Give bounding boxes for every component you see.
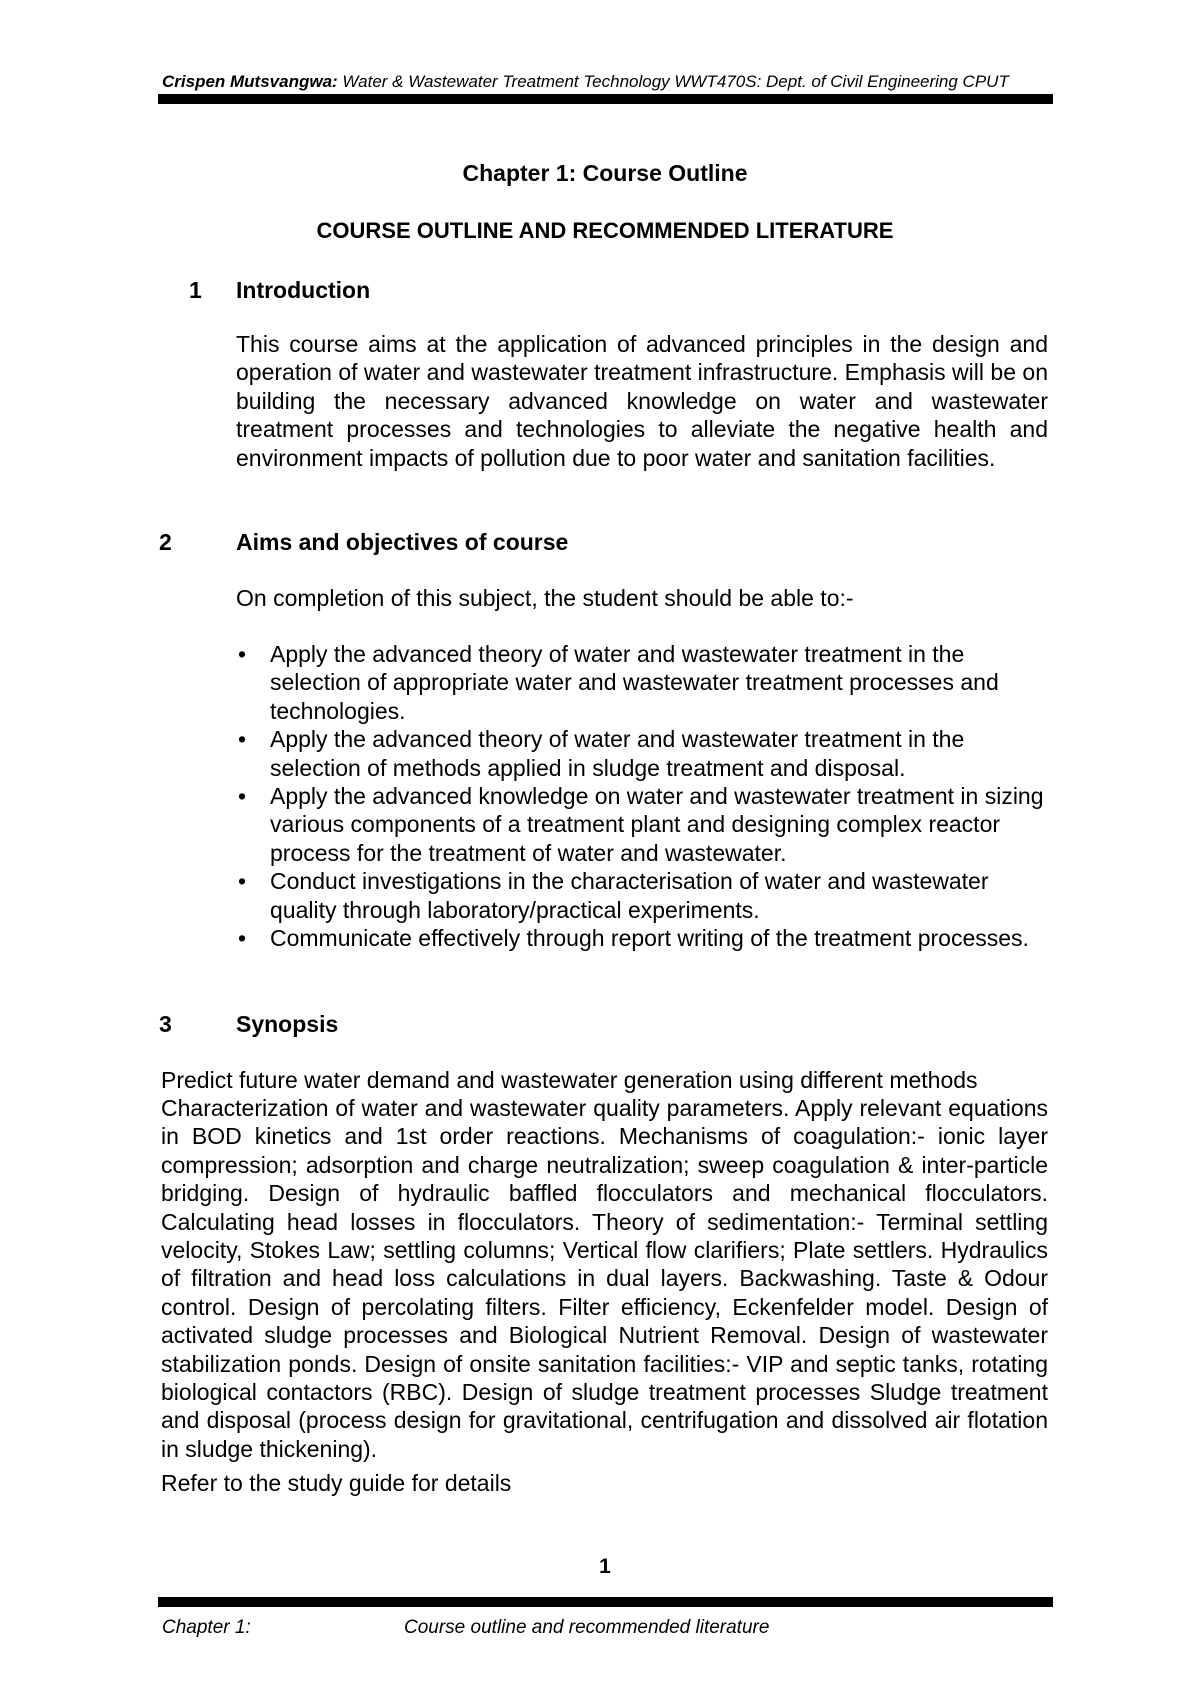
list-item-text: Conduct investigations in the characterisation of water and wastewater quality through laboratory/practical experiments.: [270, 868, 989, 923]
objectives-list: [236, 640, 1056, 952]
list-item-text: Apply the advanced theory of water and wastewater treatment in the selection of methods applied in sludge treatment and disposal.: [270, 726, 965, 781]
list-item-text: Apply the advanced knowledge on water and wastewater treatment in sizing various components of a treatment plant and designing complex reactor process for the treatment of water and wastewater.: [270, 783, 1044, 866]
header-course: Water & Wastewater Treatment Technology WWT470S: Dept. of Civil Engineering CPUT: [337, 72, 1009, 91]
chapter-title: Chapter 1: Course Outline: [462, 160, 748, 186]
section-2-number: 2: [159, 529, 172, 555]
section-3-number: 3: [159, 1011, 172, 1037]
bullet-icon: •: [238, 925, 247, 952]
footer-title: Course outline and recommended literature: [404, 1617, 770, 1638]
section-2-heading: Aims and objectives of course: [236, 529, 569, 555]
section-3-body: Characterization of water and wastewater quality parameters. Apply relevant equations in BOD kinetics and 1st order reactions. Mechanisms of coagulation:- ionic layer compression; adsorption and charge neutralization; sweep coagulation & inter-particle bridging. Design of hydraulic baffled flocculators and mechanical flocculators. Calculating head losses in flocculators. Theory of sedimentation:- Terminal settling velocity, Stokes Law; settling columns; Vertical flow clarifiers; Plate settlers. Hydraulics of filtration and head loss calculations in dual layers. Backwashing. Taste & Odour control. Design of percolating filters. Filter efficiency, Eckenfelder model. Design of activated sludge processes and Biological Nutrient Removal. Design of wastewater stabilization ponds. Design of onsite sanitation facilities:- VIP and septic tanks, rotating biological contactors (RBC). Design of sludge treatment processes Sludge treatment and disposal (process design for gravitational, centrifugation and dissolved air flotation in sludge thickening).: [161, 1095, 1048, 1462]
section-1-number: 1: [189, 277, 202, 303]
list-item: [236, 924, 1056, 952]
list-item: [236, 725, 1056, 782]
section-3-heading: Synopsis: [236, 1011, 339, 1037]
page-number: 1: [599, 1555, 611, 1578]
header-author: Crispen Mutsvangwa:: [162, 72, 338, 91]
section-1-heading: Introduction: [236, 277, 371, 303]
main-title: COURSE OUTLINE AND RECOMMENDED LITERATURE: [316, 218, 894, 243]
footer-chapter: Chapter 1:: [162, 1617, 251, 1638]
bullet-icon: •: [238, 641, 247, 667]
list-item: [236, 640, 1056, 725]
section-2-intro: On completion of this subject, the student should be able to:-: [236, 585, 854, 611]
bullet-icon: •: [238, 726, 247, 753]
bullet-icon: •: [238, 868, 247, 895]
section-3-lead: Predict future water demand and wastewater generation using different methods: [161, 1067, 978, 1093]
section-1-body: This course aims at the application of advanced principles in the design and operation of water and wastewater treatment infrastructure. Emphasis will be on building the necessary advanced knowledge on water and wastewater treatment processes and technologies to alleviate the negative health and environment impacts of pollution due to poor water and sanitation facilities.: [236, 331, 1048, 471]
footer-rule: [158, 1597, 1053, 1607]
list-item: [236, 782, 1056, 867]
list-item: [236, 867, 1056, 924]
list-item-text: Apply the advanced theory of water and wastewater treatment in the selection of appropriate water and wastewater treatment processes and technologies.: [270, 641, 999, 724]
running-header: [162, 72, 1009, 92]
section-3-closing: Refer to the study guide for details: [161, 1470, 512, 1496]
bullet-icon: •: [238, 783, 247, 810]
list-item-text: Communicate effectively through report writing of the treatment processes.: [270, 925, 1029, 952]
header-rule: [158, 94, 1053, 104]
